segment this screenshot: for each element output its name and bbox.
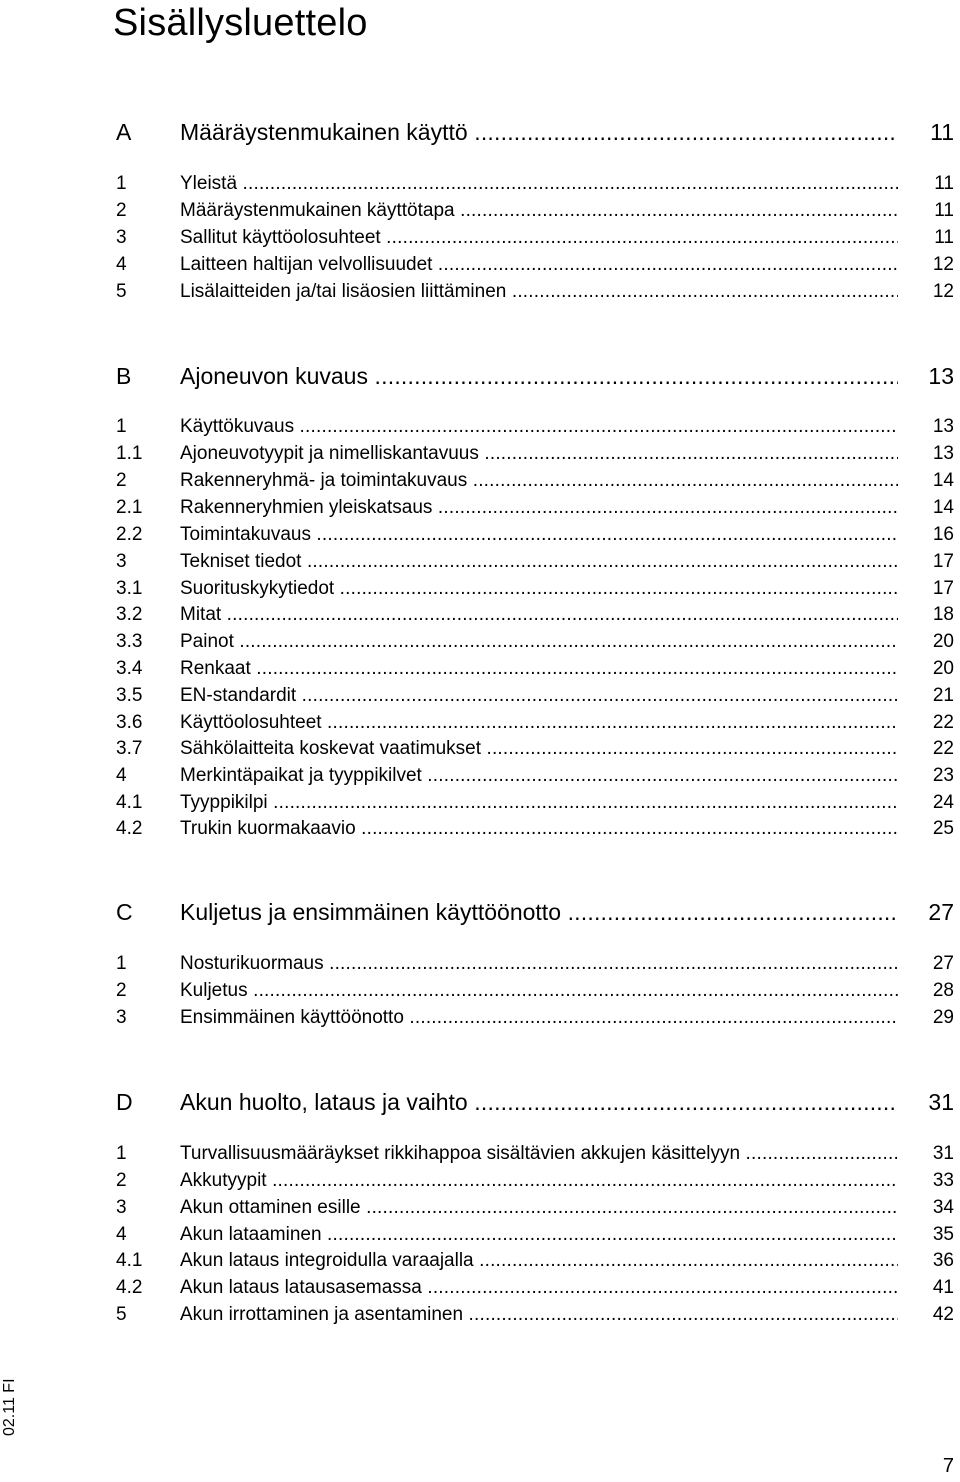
section-page: 11 xyxy=(930,119,954,145)
entry-title: Akkutyypit ..... xyxy=(180,1169,898,1193)
entry-title: Merkintäpaikat ja tyyppikilvet ..... xyxy=(180,764,898,788)
section-page: 13 xyxy=(928,363,954,389)
entry-number: 3 xyxy=(116,1197,127,1218)
entry-number: 4.2 xyxy=(116,1277,143,1298)
entry-number: 3.5 xyxy=(116,685,143,706)
entry-page: 11 xyxy=(934,200,954,221)
entry-page: 25 xyxy=(932,818,954,839)
entry-number: 5 xyxy=(116,1304,127,1325)
entry-title: Rakenneryhmien yleiskatsaus ..... xyxy=(180,496,898,520)
entry-page: 24 xyxy=(932,792,954,813)
entry-page: 20 xyxy=(932,631,954,652)
entry-page: 14 xyxy=(932,470,954,491)
entry-title: Lisälaitteiden ja/tai lisäosien liittäminen ..... xyxy=(180,280,898,304)
entry-number: 3.3 xyxy=(116,631,143,652)
entry-page: 17 xyxy=(932,578,954,599)
section-letter: B xyxy=(116,363,132,389)
entry-title: Akun ottaminen esille ..... xyxy=(180,1196,898,1220)
entry-number: 4 xyxy=(116,765,127,786)
entry-page: 36 xyxy=(932,1250,954,1271)
entry-title: EN-standardit ..... xyxy=(180,684,898,708)
section-letter: D xyxy=(116,1089,133,1115)
entry-page: 16 xyxy=(932,524,954,545)
entry-number: 3.6 xyxy=(116,712,143,733)
entry-number: 3 xyxy=(116,551,127,572)
entry-title: Tekniset tiedot ..... xyxy=(180,550,898,574)
entry-title: Sallitut käyttöolosuhteet ..... xyxy=(180,226,898,250)
entry-number: 2.2 xyxy=(116,524,143,545)
entry-number: 3 xyxy=(116,1007,127,1028)
section-letter: C xyxy=(116,899,133,925)
section-title: Määräystenmukainen käyttö ..... xyxy=(180,118,898,146)
entry-page: 11 xyxy=(934,173,954,194)
entry-number: 2 xyxy=(116,980,127,1001)
entry-title: Sähkölaitteita koskevat vaatimukset ..... xyxy=(180,737,898,761)
entry-title: Yleistä ..... xyxy=(180,172,898,196)
entry-number: 3 xyxy=(116,227,127,248)
entry-page: 12 xyxy=(932,281,954,302)
document-code-text: 02.11 FI xyxy=(1,1378,18,1436)
entry-page: 18 xyxy=(932,604,954,625)
entry-number: 4.1 xyxy=(116,1250,143,1271)
entry-page: 33 xyxy=(932,1170,954,1191)
entry-number: 1 xyxy=(116,416,127,437)
section-page: 31 xyxy=(928,1089,954,1115)
section-title: Kuljetus ja ensimmäinen käyttöönotto ..... xyxy=(180,898,898,926)
entry-number: 5 xyxy=(116,281,127,302)
entry-number: 3.2 xyxy=(116,604,143,625)
entry-title: Nosturikuormaus ..... xyxy=(180,952,898,976)
entry-title: Tyyppikilpi ..... xyxy=(180,791,898,815)
entry-title: Mitat ..... xyxy=(180,603,898,627)
entry-number: 1.1 xyxy=(116,443,143,464)
entry-number: 2 xyxy=(116,200,127,221)
entry-page: 12 xyxy=(932,254,954,275)
entry-page: 31 xyxy=(932,1143,954,1164)
entry-page: 22 xyxy=(932,738,954,759)
entry-page: 42 xyxy=(932,1304,954,1325)
section-title: Ajoneuvon kuvaus ..... xyxy=(180,362,898,390)
entry-number: 3.4 xyxy=(116,658,143,679)
entry-title: Ensimmäinen käyttöönotto ..... xyxy=(180,1006,898,1030)
entry-page: 27 xyxy=(932,953,954,974)
entry-page: 35 xyxy=(932,1224,954,1245)
entry-number: 1 xyxy=(116,1143,127,1164)
entry-number: 3.7 xyxy=(116,738,143,759)
entry-number: 2 xyxy=(116,1170,127,1191)
entry-title: Painot ..... xyxy=(180,630,898,654)
entry-number: 4.2 xyxy=(116,818,143,839)
entry-number: 4.1 xyxy=(116,792,143,813)
entry-title: Turvallisuusmääräykset rikkihappoa sisältävien akkujen käsittelyyn ..... xyxy=(180,1142,898,1166)
entry-title: Akun irrottaminen ja asentaminen ..... xyxy=(180,1303,898,1327)
entry-title: Määräystenmukainen käyttötapa ..... xyxy=(180,199,898,223)
document-code xyxy=(0,1374,20,1436)
entry-page: 21 xyxy=(932,685,954,706)
section-page: 27 xyxy=(928,899,954,925)
entry-number: 2.1 xyxy=(116,497,143,518)
entry-number: 1 xyxy=(116,173,127,194)
entry-title: Akun lataus integroidulla varaajalla ..... xyxy=(180,1249,898,1273)
entry-title: Akun lataaminen ..... xyxy=(180,1223,898,1247)
entry-page: 14 xyxy=(932,497,954,518)
entry-number: 3.1 xyxy=(116,578,143,599)
entry-title: Rakenneryhmä- ja toimintakuvaus ..... xyxy=(180,469,898,493)
entry-number: 4 xyxy=(116,254,127,275)
section-title: Akun huolto, lataus ja vaihto ..... xyxy=(180,1088,898,1116)
entry-title: Trukin kuormakaavio ..... xyxy=(180,817,898,841)
entry-title: Laitteen haltijan velvollisuudet ..... xyxy=(180,253,898,277)
entry-page: 11 xyxy=(934,227,954,248)
entry-number: 2 xyxy=(116,470,127,491)
entry-number: 1 xyxy=(116,953,127,974)
page-number: 7 xyxy=(942,1455,954,1477)
entry-number: 4 xyxy=(116,1224,127,1245)
entry-page: 13 xyxy=(932,416,954,437)
entry-page: 34 xyxy=(932,1197,954,1218)
entry-page: 20 xyxy=(932,658,954,679)
entry-title: Suorituskykytiedot ..... xyxy=(180,577,898,601)
entry-page: 17 xyxy=(932,551,954,572)
entry-title: Ajoneuvotyypit ja nimelliskantavuus ..... xyxy=(180,442,898,466)
entry-page: 28 xyxy=(932,980,954,1001)
entry-page: 13 xyxy=(932,443,954,464)
entry-page: 22 xyxy=(932,712,954,733)
entry-title: Renkaat ..... xyxy=(180,657,898,681)
entry-title: Akun lataus latausasemassa ..... xyxy=(180,1276,898,1300)
section-letter: A xyxy=(116,119,132,145)
entry-page: 29 xyxy=(932,1007,954,1028)
entry-title: Toimintakuvaus ..... xyxy=(180,523,898,547)
entry-page: 23 xyxy=(932,765,954,786)
entry-title: Käyttöolosuhteet ..... xyxy=(180,711,898,735)
entry-title: Kuljetus ..... xyxy=(180,979,898,1003)
entry-page: 41 xyxy=(932,1277,954,1298)
entry-title: Käyttökuvaus ..... xyxy=(180,415,898,439)
page-title: Sisällysluettelo xyxy=(113,2,368,44)
